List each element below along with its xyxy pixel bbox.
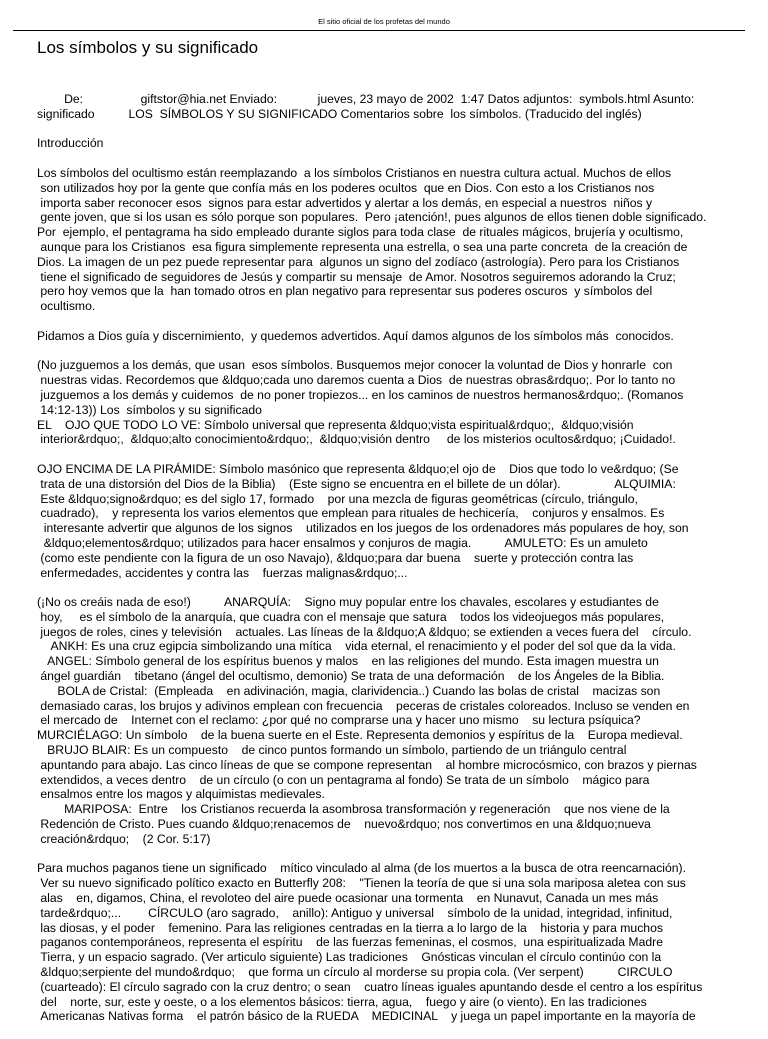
body-paragraph: OJO ENCIMA DE LA PIRÁMIDE: Símbolo masónico que representa &ldquo;el ojo de Dios que todo lo ve&rdquo; (Se trata de una distorsión del Dios de la Biblia) (Este signo se encuentra en el billete de un dólar). ALQUIMIA: Este &ldquo;signo&rdquo; es del siglo 17, formado por una mezcla de figuras geométricas (círculo, triángulo, cuadrado), y representa los varios elementos que emplean para rituales de hechicería, conjuros y ensalmos. Es interesante advertir que algunos de los signos utilizados en los juegos de los ordenadores más populares de hoy, son &ldquo;elementos&rdquo; utilizados para hacer ensalmos y conjuros de magia. AMULETO: Es un amuleto (como este pendiente con la figura de un oso Navajo), &ldquo;para dar buena suerte y protección contra las enfermedades, accidentes y contra las fuerzas malignas&rdquo;... [37,461,689,580]
email-metadata-paragraph: De: giftstor@hia.net Enviado: jueves, 23 mayo de 2002 1:47 Datos adjuntos: symbols.html Asunto: significado LOS SÍMBOLOS Y SU SIGNIFICADO Comentarios sobre los símbolos. (Traducido del inglés) [37,92,695,121]
body-paragraph: Para muchos paganos tiene un significado mítico vinculado al alma (de los muertos a la busca de otra reencarnación). Ver su nuevo significado político exacto en Butterfly 208: "Tienen la teoría de que si una sola mariposa aletea con sus alas en, digamos, China, el revoloteo del aire puede ocasionar una tormenta en Nunavut, Canada un mes más tarde&rdquo;... CÍRCULO (aro sagrado, anillo): Antiguo y universal símbolo de la unidad, integridad, infinitud, las diosas, y el poder femenino. Para las religiones centradas en la tierra a lo largo de la historia y para muchos paganos contemporáneos, representa el espíritu de las fuerzas femeninas, el cosmos, una espiritualizada Madre Tierra, y un espacio sagrado. (Ver articulo siguiente) Las tradiciones Gnósticas vinculan el círculo continúo con la &ldquo;serpiente del mundo&rdquo; que forma un círculo al morderse su propia cola. (Ver serpent) CIRCULO (cuarteado): El círculo sagrado con la cruz dentro; o sean cuatro líneas iguales apuntando desde el centro a los espíritus del norte, sur, este y oeste, o a los elementos básicos: tierra, agua, fuego y aire (o viento). En las tradiciones Americanas Nativas forma el patrón básico de la RUEDA MEDICINAL y juega un papel importante en la mayoría de [37,861,703,1024]
body-paragraph: Pidamos a Dios guía y discernimiento, y quedemos advertidos. Aquí damos algunos de los símbolos más conocidos. [37,328,674,343]
header-divider [13,30,745,31]
body-paragraph: (¡No os creáis nada de eso!) ANARQUÍA: Signo muy popular entre los chavales, escolares y estudiantes de hoy, es el símbolo de la anarquía, que cuadra con el mensaje que satura todos los videojuegos más populares, juegos de roles, cines y televisión actuales. Las líneas de la &ldquo;A &ldquo; se extienden a veces fuera del círculo. ANKH: Es una cruz egipcia simbolizando una mítica vida eternal, el renacimiento y el poder del sol que da la vida. ANGEL: Símbolo general de los espíritus buenos y malos en las religiones del mundo. Esta imagen muestra un ángel guardián tibetano (ángel del ocultismo, demonio) Se trata de una deformación de los Ángeles de la Biblia. BOLA de Cristal: (Empleada en adivinación, magia, clarividencia..) Cuando las bolas de cristal macizas son demasiado caras, los brujos y adivinos emplean con frecuencia peceras de cristales coloreados. Incluso se venden en el mercado de Internet con el reclamo: ¿por qué no comprarse una y hacer uno mismo su lectura psíquica? MURCIÉLAGO: Un símbolo de la buena suerte en el Este. Representa demonios y espíritus de la Europa medieval. BRUJO BLAIR: Es un compuesto de cinco puntos formando un símbolo, partiendo de un triángulo central apuntando para abajo. Las cinco líneas de que se compone representan al hombre microcósmico, con brazos y piernas extendidos, a veces dentro de un círculo (o con un pentagrama al fondo) Se trata de un símbolo mágico para ensalmos entre los magos y alquimistas medievales. MARIPOSA: Entre los Cristianos recuerda la asombrosa transformación y regeneración que nos viene de la Redención de Cristo. Pues cuando &ldquo;renacemos de nuevo&rdquo; nos convertimos en una &ldquo;nueva creación&rdquo; (2 Cor. 5:17) [37,595,697,846]
body-paragraph: Los símbolos del ocultismo están reemplazando a los símbolos Cristianos en nuestra cultura actual. Muchos de ellos son utilizados hoy por la gente que confía más en los poderes ocultos que en Dios. Con esto a los Cristianos nos importa saber reconocer esos signos para estar advertidos y alertar a los demás, en especial a nuestros niños y gente joven, que si los usan es sólo porque son populares. Pero ¡atención!, pues algunos de ellos tienen doble significado. Por ejemplo, el pentagrama ha sido empleado durante siglos para toda clase de rituales mágicos, brujería y ocultismo, aunque para los Cristianos esa figura simplemente representa una estrella, o sea una parte concreta de la creación de Dios. La imagen de un pez puede representar para algunos un signo del zodíaco (astrología). Pero para los Cristianos tiene el significado de seguidores de Jesús y compartir su mensaje de Amor. Nosotros seguiremos adorando la Cruz; pero hoy vemos que la han tomado otros en plan negativo para representar sus poderes oscuros y símbolos del ocultismo. [37,165,707,314]
body-paragraph: (No juzguemos a los demás, que usan esos símbolos. Busquemos mejor conocer la voluntad de Dios y honrarle con nuestras vidas. Recordemos que &ldquo;cada uno daremos cuenta a Dios de nuestras obras&rdquo;. Por lo tanto no juzguemos a los demás y cuidemos de no poner tropiezos... en los caminos de nuestros hermanos&rdquo;. (Romanos 14:12-13)) Los símbolos y su significado EL OJO QUE TODO LO VE: Símbolo universal que representa &ldquo;vista espiritual&rdquo;, &ldquo;visión interior&rdquo;, &ldquo;alto conocimiento&rdquo;, &ldquo;visión dentro de los misterios ocultos&rdquo; ¡Cuidado!. [37,358,684,447]
section-heading-introduccion: Introducción [37,136,104,151]
article-body [37,92,768,1039]
site-header-label: El sitio oficial de los profetas del mundo [318,17,450,26]
page-title: Los símbolos y su significado [37,38,259,57]
